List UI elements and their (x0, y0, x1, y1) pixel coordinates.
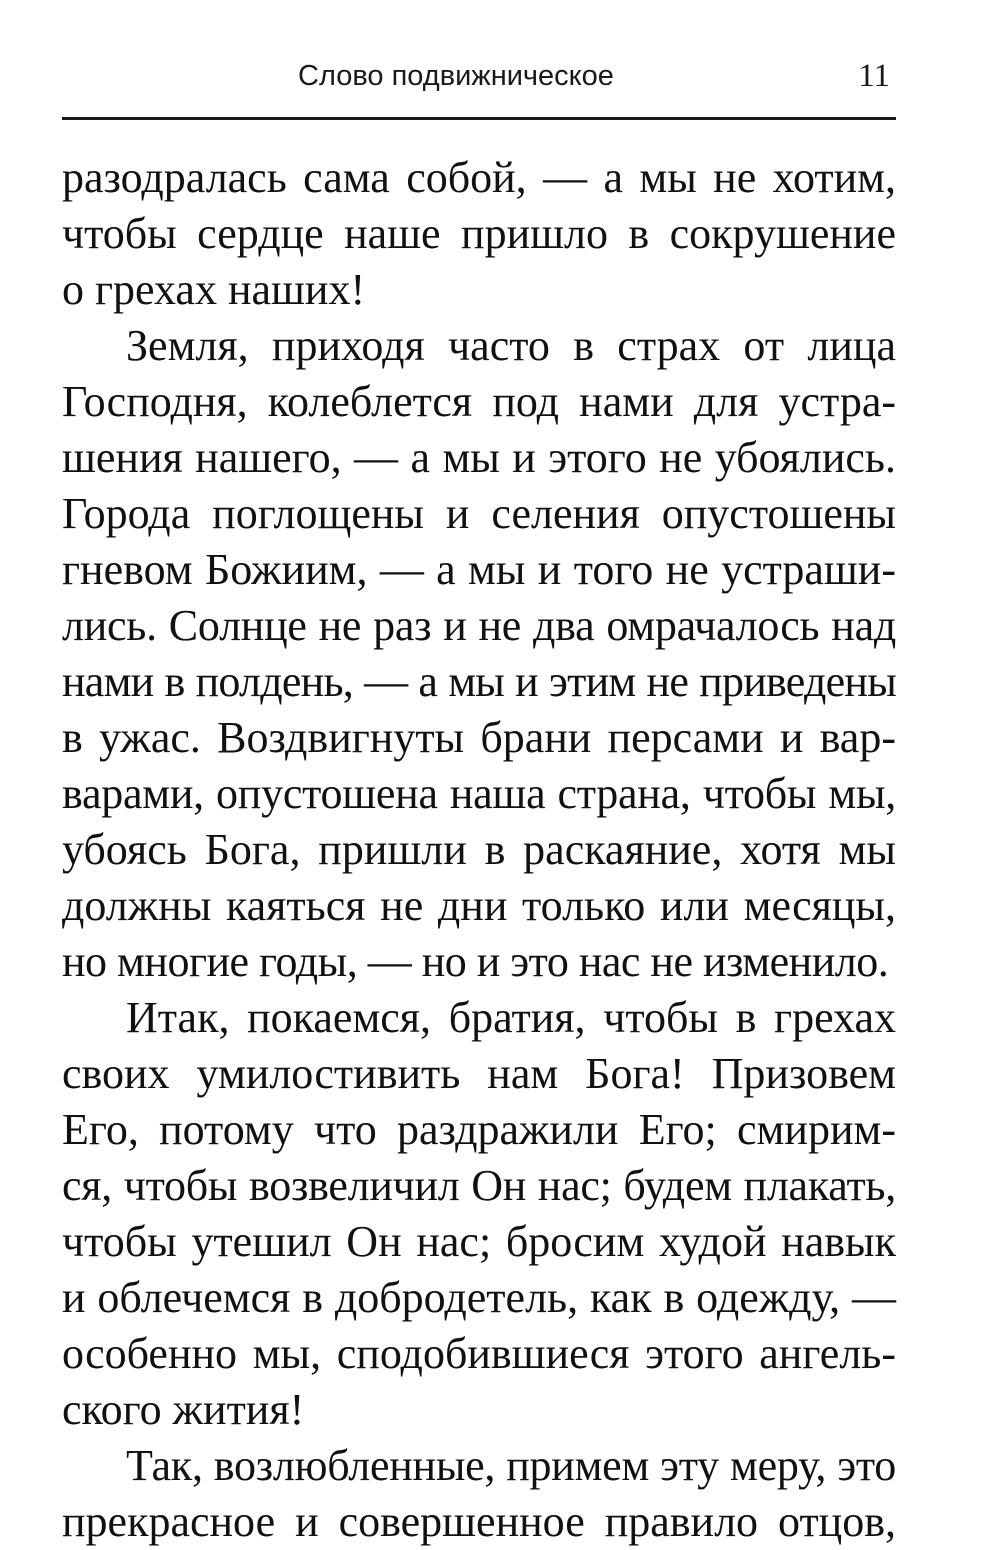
text-line: варами, опустошена наша страна, чтобы мы, (62, 769, 896, 818)
text-line: Его, потому что раздражили Его; смирим- (62, 1105, 896, 1154)
text-line: разодралась сама собой, — а мы не хотим, (62, 153, 896, 202)
text-line: Земля, приходя часто в страх от лица (126, 321, 896, 370)
text-line: должны каяться не дни только или месяцы, (62, 881, 896, 930)
text-line: лись. Солнце не раз и не два омрачалось над (62, 601, 896, 650)
text-line: чтобы утешил Он нас; бросим худой навык (62, 1217, 896, 1266)
body-text (62, 150, 896, 1550)
text-line: убоясь Бога, пришли в раскаяние, хотя мы (62, 825, 896, 874)
running-head (62, 56, 896, 104)
text-line: шения нашего, — а мы и этого не убоялись. (62, 433, 896, 482)
text-line: Так, возлюбленные, примем эту меру, это (126, 1441, 896, 1490)
text-line: и облечемся в добродетель, как в одежду, — (62, 1273, 896, 1322)
page-number: 11 (858, 58, 890, 94)
text-line: чтобы сердце наше пришло в сокрушение (62, 209, 896, 258)
text-line: ского жития! (62, 1385, 305, 1434)
header-rule (62, 117, 896, 120)
text-line: особенно мы, сподобившиеся этого ангель- (62, 1329, 896, 1378)
text-line: в ужас. Воздвигнуты брани персами и вар- (62, 713, 896, 762)
text-line: Господня, колеблется под нами для устра- (62, 377, 896, 426)
text-line: ся, чтобы возвеличил Он нас; будем плакать, (62, 1161, 896, 1210)
text-line: прекрасное и совершенное правило отцов, (62, 1497, 896, 1546)
running-title: Слово подвижническое (298, 60, 614, 92)
text-line: Города поглощены и селения опустошены (62, 489, 896, 538)
text-line: Итак, покаемся, братия, чтобы в грехах (126, 993, 896, 1042)
text-line: но многие годы, — но и это нас не изменило. (62, 937, 889, 986)
text-line: своих умилостивить нам Бога! Призовем (62, 1049, 896, 1098)
text-line: о грехах наших! (62, 265, 366, 314)
text-line: нами в полдень, — а мы и этим не приведены (62, 657, 896, 706)
text-line: гневом Божиим, — а мы и того не устраши- (62, 545, 896, 594)
